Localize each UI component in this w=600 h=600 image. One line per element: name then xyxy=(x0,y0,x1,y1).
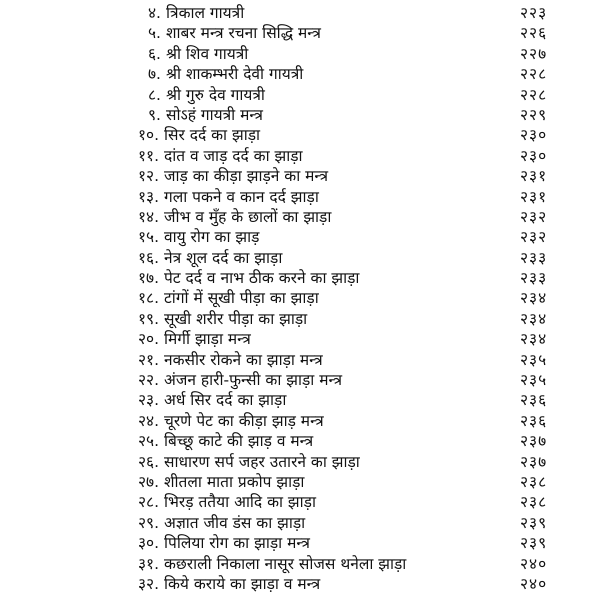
toc-entry xyxy=(0,268,600,288)
entry-title: सिर दर्द का झाड़ा xyxy=(164,126,261,145)
entry-number: १६. xyxy=(138,248,160,267)
entry-title: पेट दर्द व नाभ ठीक करने का झाड़ा xyxy=(164,269,360,288)
toc-entry xyxy=(0,431,600,451)
toc-entry xyxy=(0,187,600,207)
entry-title: कछराली निकाला नासूर सोजस थनेला झाड़ा xyxy=(164,554,407,573)
entry-number: ३०. xyxy=(138,534,160,553)
entry-number: १७. xyxy=(138,269,160,288)
entry-title: जीभ व मुँह के छालों का झाड़ा xyxy=(164,207,332,226)
entry-page: २२७ xyxy=(520,44,548,63)
entry-title: अर्ध सिर दर्द का झाड़ा xyxy=(164,391,287,410)
entry-page: २३९ xyxy=(520,534,548,553)
toc-entry xyxy=(0,166,600,186)
entry-page: २३० xyxy=(520,146,548,165)
entry-title: शाबर मन्त्र रचना सिद्धि मन्त्र xyxy=(166,24,321,43)
toc-entry xyxy=(0,554,600,574)
entry-title: अंजन हारी-फुन्सी का झाड़ा मन्त्र xyxy=(164,371,343,390)
entry-page: २३४ xyxy=(520,330,548,349)
toc-entry xyxy=(0,309,600,329)
entry-number: १४. xyxy=(138,207,160,226)
entry-page: २२६ xyxy=(520,24,548,43)
entry-title: श्री शिव गायत्री xyxy=(166,44,249,63)
entry-number: २३. xyxy=(138,391,160,410)
entry-title: जाड़ का कीड़ा झाड़ने का मन्त्र xyxy=(164,167,328,186)
entry-page: २३५ xyxy=(520,350,548,369)
toc-entry xyxy=(0,105,600,125)
toc-entry xyxy=(0,125,600,145)
entry-page: २३८ xyxy=(520,472,548,491)
entry-number: १८. xyxy=(138,289,160,308)
entry-title: पिलिया रोग का झाड़ा मन्त्र xyxy=(164,534,310,553)
toc-entry xyxy=(0,533,600,553)
entry-number: ३२. xyxy=(138,574,160,593)
entry-page: २३२ xyxy=(520,207,548,226)
toc-entry xyxy=(0,146,600,166)
entry-page: २२३ xyxy=(520,4,548,22)
entry-title: गला पकने व कान दर्द झाड़ा xyxy=(164,187,319,206)
entry-title: किये कराये का झाड़ा व मन्त्र xyxy=(164,574,321,593)
toc-entry xyxy=(0,411,600,431)
entry-number: २४. xyxy=(138,411,160,430)
entry-page: २३५ xyxy=(520,371,548,390)
entry-title: वायु रोग का झाड़ xyxy=(164,228,260,247)
entry-title: मिर्गी झाड़ा मन्त्र xyxy=(164,330,251,349)
entry-title: श्री गुरु देव गायत्री xyxy=(166,85,265,104)
entry-number: २८. xyxy=(138,493,160,512)
entry-number: १०. xyxy=(138,126,160,145)
entry-number: १५. xyxy=(138,228,160,247)
toc-entry xyxy=(0,3,600,23)
entry-page: २४० xyxy=(520,554,548,573)
entry-number: २२. xyxy=(138,371,160,390)
entry-page: २३१ xyxy=(520,167,548,186)
entry-page: २२८ xyxy=(520,65,548,84)
entry-title: चूरणे पेट का कीड़ा झाड़ मन्त्र xyxy=(164,411,324,430)
entry-title: श्री शाकम्भरी देवी गायत्री xyxy=(166,65,304,84)
entry-number: २७. xyxy=(138,472,160,491)
toc-entry xyxy=(0,492,600,512)
entry-page: २४० xyxy=(520,574,548,593)
entry-page: २३१ xyxy=(520,187,548,206)
toc-entry xyxy=(0,248,600,268)
toc-entry xyxy=(0,44,600,64)
entry-title: टांगों में सूखी पीड़ा का झाड़ा xyxy=(164,289,319,308)
entry-page: २३६ xyxy=(520,391,548,410)
entry-number: २६. xyxy=(138,452,160,471)
entry-number: ११. xyxy=(138,146,160,165)
entry-page: २३३ xyxy=(520,248,548,267)
toc-entry xyxy=(0,23,600,43)
toc-entry xyxy=(0,513,600,533)
entry-number: २९. xyxy=(138,513,160,532)
entry-number: २०. xyxy=(138,330,160,349)
entry-page: २३७ xyxy=(520,432,548,451)
entry-title: भिरड़ ततैया आदि का झाड़ा xyxy=(164,493,316,512)
entry-number: १९. xyxy=(138,309,160,328)
entry-page: २३८ xyxy=(520,493,548,512)
entry-page: २३७ xyxy=(520,452,548,471)
toc-entry xyxy=(0,574,600,594)
toc-entry xyxy=(0,288,600,308)
toc-entry xyxy=(0,452,600,472)
entry-title: साधारण सर्प जहर उतारने का झाड़ा xyxy=(164,452,360,471)
toc-entry xyxy=(0,85,600,105)
entry-title: नकसीर रोकने का झाड़ा मन्त्र xyxy=(164,350,323,369)
entry-page: २३० xyxy=(520,126,548,145)
toc-entry xyxy=(0,350,600,370)
entry-number: १२. xyxy=(138,167,160,186)
entry-page: २३६ xyxy=(520,411,548,430)
entry-number: ६. xyxy=(148,44,161,63)
entry-number: ७. xyxy=(148,65,161,84)
entry-title: अज्ञात जीव डंस का झाड़ा xyxy=(164,513,306,532)
entry-page: २३२ xyxy=(520,228,548,247)
toc-entry xyxy=(0,370,600,390)
entry-number: ८. xyxy=(148,85,161,104)
entry-title: त्रिकाल गायत्री xyxy=(166,4,245,22)
entry-number: ३१. xyxy=(138,554,160,573)
entry-title: बिच्छू काटे की झाड़ व मन्त्र xyxy=(164,432,314,451)
toc-entry xyxy=(0,390,600,410)
entry-number: ४. xyxy=(148,4,161,22)
entry-title: शीतला माता प्रकोप झाड़ा xyxy=(164,472,305,491)
entry-page: २३४ xyxy=(520,289,548,308)
entry-number: २५. xyxy=(138,432,160,451)
entry-title: सूखी शरीर पीड़ा का झाड़ा xyxy=(164,309,308,328)
table-of-contents xyxy=(0,3,600,594)
entry-page: २२८ xyxy=(520,85,548,104)
entry-number: १३. xyxy=(138,187,160,206)
entry-page: २२९ xyxy=(520,105,548,124)
entry-title: सोऽहं गायत्री मन्त्र xyxy=(166,105,263,124)
entry-number: २१. xyxy=(138,350,160,369)
entry-page: २३९ xyxy=(520,513,548,532)
toc-entry xyxy=(0,329,600,349)
toc-entry xyxy=(0,64,600,84)
toc-entry xyxy=(0,472,600,492)
entry-number: ५. xyxy=(148,24,161,43)
entry-number: ९. xyxy=(148,105,161,124)
entry-title: दांत व जाड़ दर्द का झाड़ा xyxy=(164,146,303,165)
entry-page: २३३ xyxy=(520,269,548,288)
toc-entry xyxy=(0,227,600,247)
entry-page: २३४ xyxy=(520,309,548,328)
entry-title: नेत्र शूल दर्द का झाड़ा xyxy=(164,248,283,267)
toc-entry xyxy=(0,207,600,227)
